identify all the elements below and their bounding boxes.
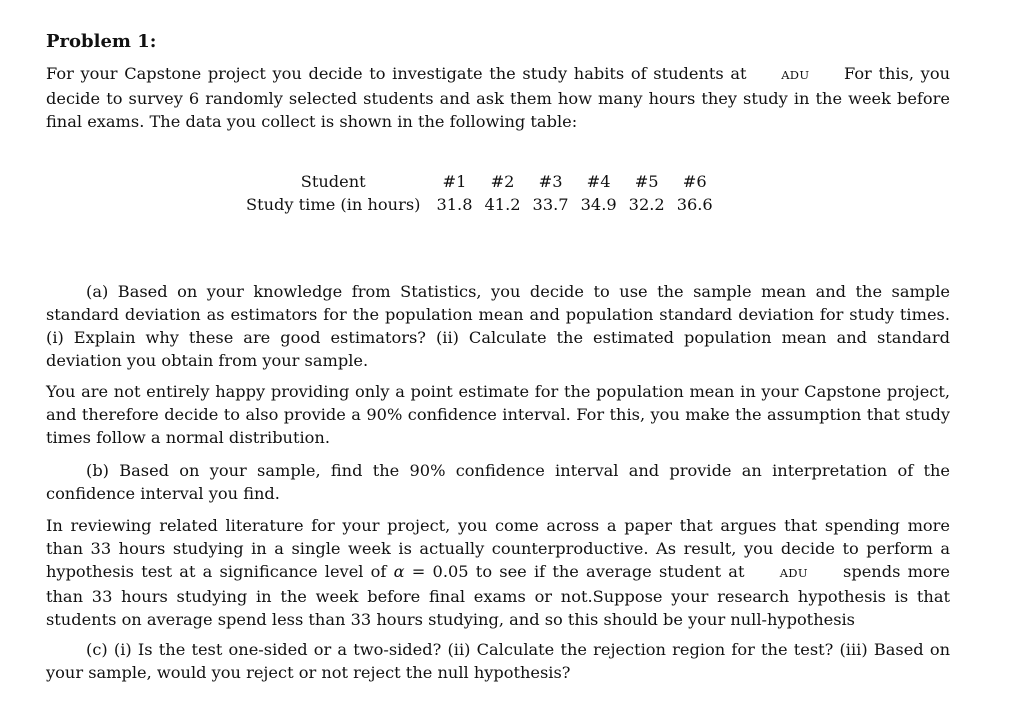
hypothesis-text-1: In reviewing related literature for your project, you come across a paper that argues that spending more than 33 hours studying in a single week is actually counterproductive. As result, you decide to perform a hypothesis test at a significance level of [46, 516, 950, 581]
student-row-label: Student [300, 172, 366, 191]
student-cell: #1 [442, 172, 467, 191]
study-time-table [240, 170, 719, 216]
hypothesis-paragraph [46, 514, 950, 631]
time-cell: 36.6 [676, 195, 713, 214]
student-cell: #6 [682, 172, 707, 191]
time-cell: 34.9 [580, 195, 617, 214]
hypothesis-text-2: spends more than 33 hours studying in the week before final exams or not.Suppose your research hypothesis is that students on average spend less than 33 hours studying, and so this should be your null-hypothesis [46, 562, 950, 629]
school-name: ADU [779, 566, 808, 580]
study-time-row-label: Study time (in hours) [246, 195, 421, 214]
time-cell: 32.2 [628, 195, 665, 214]
intro-text-1: For your Capstone project you decide to investigate the study habits of students at [46, 64, 754, 83]
part-b-paragraph: (b) Based on your sample, find the 90% confidence interval and provide an interpretation of the confidence interval you find. [46, 461, 950, 503]
alpha-value: = 0.05 to see if the average student at [404, 562, 752, 581]
time-cell: 41.2 [484, 195, 521, 214]
school-name: ADU [781, 68, 810, 82]
time-cell: 31.8 [436, 195, 473, 214]
student-cell: #4 [586, 172, 611, 191]
table-row [240, 170, 719, 193]
intro-text-2: For this, you decide to survey 6 randomly selected students and ask them how many hours they study in the week before final exams. The data you collect is shown in the following table: [46, 64, 950, 131]
student-cell: #3 [538, 172, 563, 191]
student-cell: #5 [634, 172, 659, 191]
intro-paragraph [46, 62, 950, 133]
time-cell: 33.7 [532, 195, 569, 214]
alpha-symbol: α [393, 562, 405, 581]
student-cell: #2 [490, 172, 515, 191]
part-c-paragraph: (c) (i) Is the test one-sided or a two-sided? (ii) Calculate the rejection region for the test? (iii) Based on your sample, would you reject or not reject the null hypothesis? [46, 640, 950, 682]
problem-title: Problem 1: [46, 31, 157, 52]
part-a-paragraph: (a) Based on your knowledge from Statistics, you decide to use the sample mean and the sample standard deviation as estimators for the population mean and population standard deviation for study times. (i) Explain why these are good estimators? (ii) Calculate the estimated population mean and standard deviation you obtain from your sample. [46, 282, 950, 370]
table-row [240, 193, 719, 216]
confidence-paragraph: You are not entirely happy providing only a point estimate for the population mean in your Capstone project, and therefore decide to also provide a 90% confidence interval. For this, you make the assumption that study times follow a normal distribution. [46, 382, 950, 447]
